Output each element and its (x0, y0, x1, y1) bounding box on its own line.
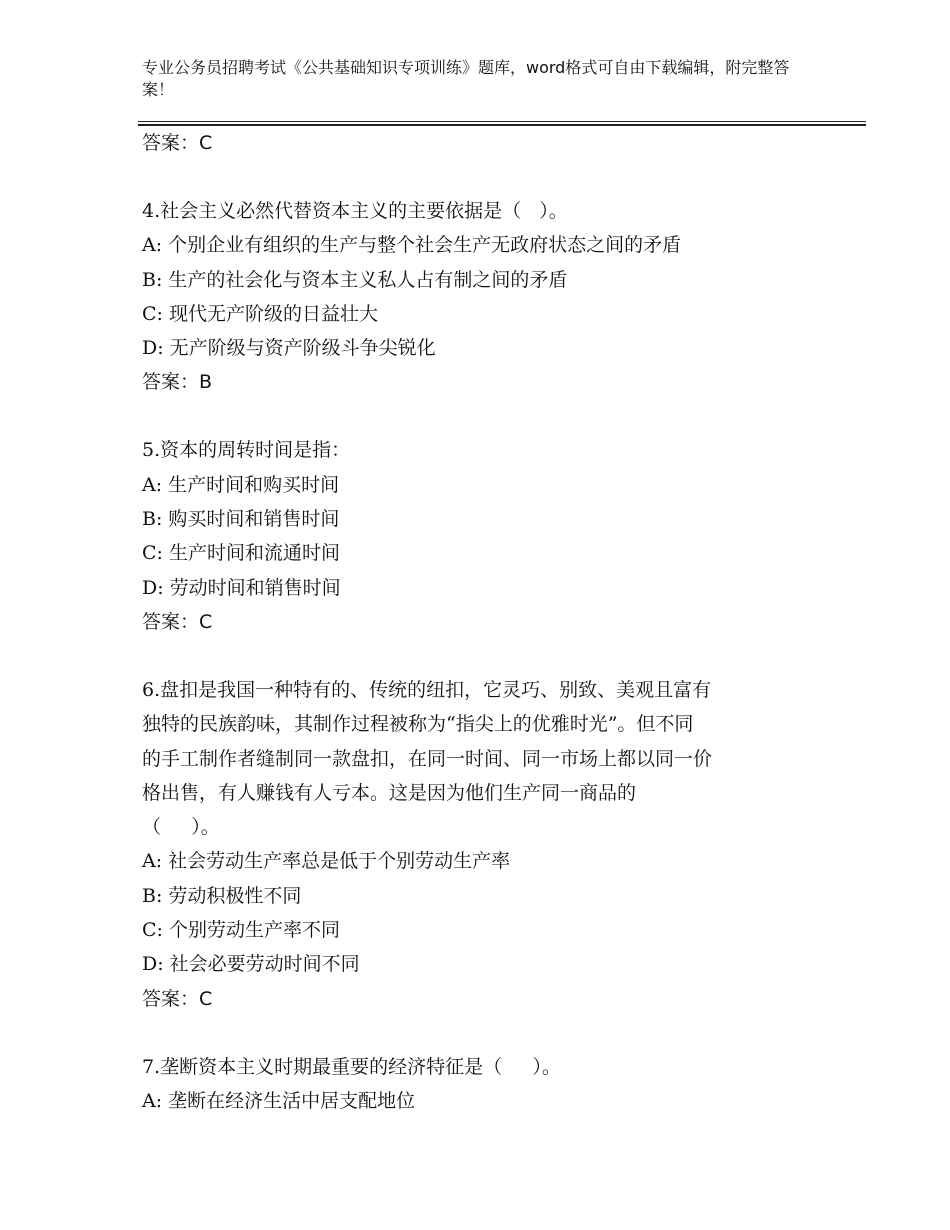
spacer (142, 399, 802, 433)
spacer (142, 1016, 802, 1050)
option-a: A: 个别企业有组织的生产与整个社会生产无政府状态之间的矛盾 (142, 234, 682, 257)
option-a: A: 垄断在经济生活中居支配地位 (142, 1089, 416, 1112)
question-text: 独特的民族韵味，其制作过程被称为“指尖上的优雅时光”。但不同 (142, 713, 694, 736)
answer-line: 答案：C (142, 987, 213, 1010)
option-a: A: 生产时间和购买时间 (142, 473, 340, 496)
option-a: A: 社会劳动生产率总是低于个别劳动生产率 (142, 850, 511, 873)
question-block (142, 673, 802, 1016)
option-b: B: 劳动积极性不同 (142, 884, 302, 907)
answer-line: 答案：B (142, 371, 213, 394)
question-block (142, 433, 802, 638)
question-text: 的手工制作者缝制同一款盘扣，在同一时间、同一市场上都以同一价 (142, 747, 713, 770)
answer-line: 答案：C (142, 610, 213, 633)
question-list (142, 126, 802, 1118)
answer-line: 答案：C (142, 132, 213, 154)
option-d: D: 无产阶级与资产阶级斗争尖锐化 (142, 337, 436, 360)
spacer (142, 160, 802, 194)
option-d: D: 社会必要劳动时间不同 (142, 953, 360, 976)
header-rule (138, 121, 866, 122)
question-text: 5.资本的周转时间是指： (142, 439, 351, 462)
option-c: C: 现代无产阶级的日益壮大 (142, 302, 378, 325)
question-block (142, 1050, 802, 1119)
question-block (142, 194, 802, 399)
question-text: 7.垄断资本主义时期最重要的经济特征是（ ）。 (142, 1055, 561, 1078)
spacer (142, 639, 802, 673)
option-b: B: 购买时间和销售时间 (142, 508, 340, 531)
question-text: 6.盘扣是我国一种特有的、传统的纽扣，它灵巧、别致、美观且富有 (142, 678, 712, 701)
question-text: 4.社会主义必然代替资本主义的主要依据是（ ）。 (142, 200, 568, 222)
option-c: C: 生产时间和流通时间 (142, 542, 340, 565)
option-d: D: 劳动时间和销售时间 (142, 576, 341, 599)
option-b: B: 生产的社会化与资本主义私人占有制之间的矛盾 (142, 268, 568, 291)
question-text: （ ）。 (142, 816, 220, 839)
document-header: 专业公务员招聘考试《公共基础知识专项训练》题库，word格式可自由下载编辑，附完整答案！ (142, 58, 790, 99)
option-c: C: 个别劳动生产率不同 (142, 919, 340, 942)
question-text: 格出售，有人赚钱有人亏本。这是因为他们生产同一商品的 (142, 781, 637, 804)
